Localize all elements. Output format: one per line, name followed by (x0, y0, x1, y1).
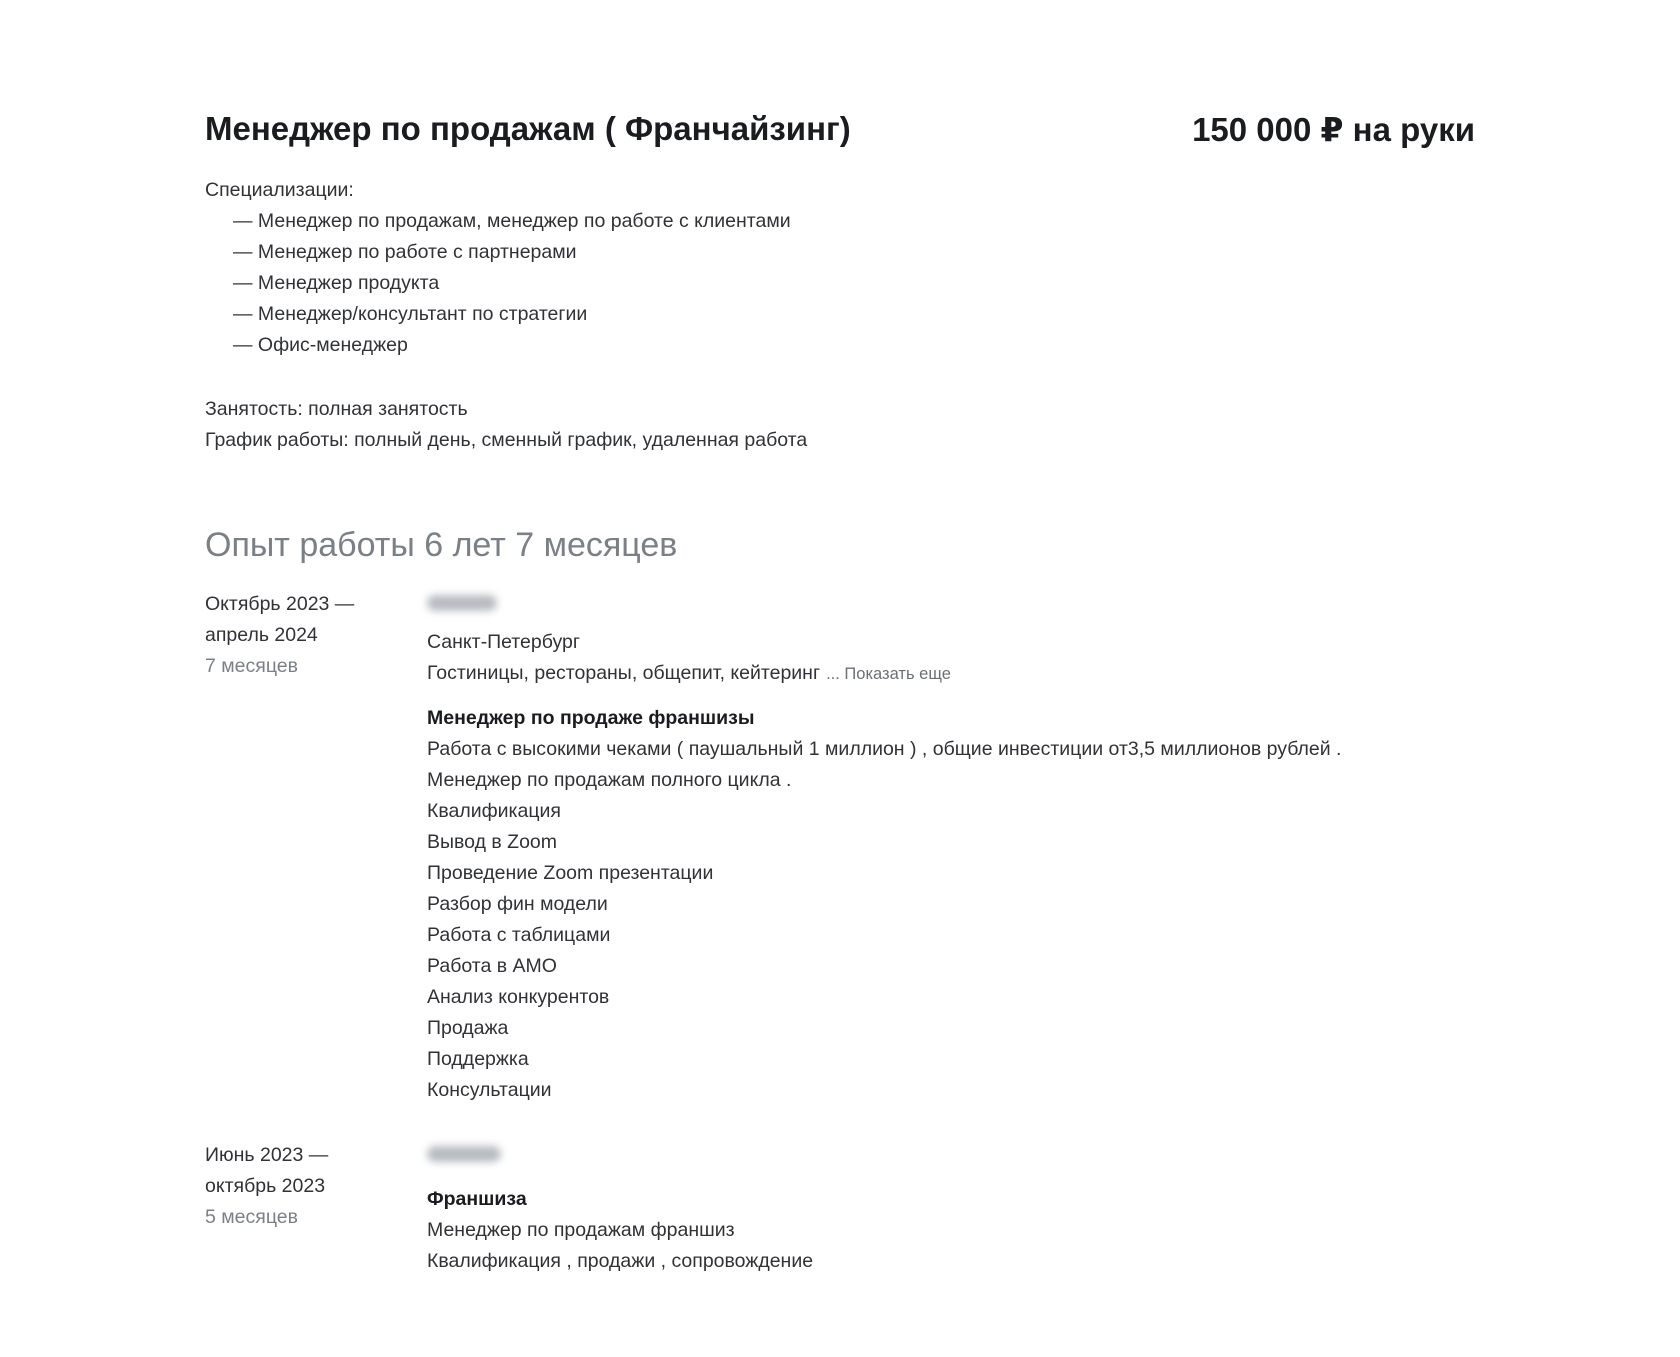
work-schedule: График работы: полный день, сменный график, удаленная работа (205, 429, 808, 451)
job-industry-text: Гостиницы, рестораны, общепит, кейтеринг (427, 662, 821, 684)
job-position: Менеджер по продаже франшизы (427, 707, 755, 729)
job-date-end: апрель 2024 (205, 624, 318, 646)
job-duties (427, 1215, 1475, 1277)
job-dates (205, 1140, 427, 1277)
job-duty: Поддержка (427, 1048, 529, 1070)
experience-heading: Опыт работы 6 лет 7 месяцев (205, 526, 678, 564)
job-duty: Квалификация , продажи , сопровождение (427, 1250, 814, 1272)
specializations-label: Специализации: (205, 179, 354, 201)
job-date-start: Июнь 2023 — (205, 1144, 329, 1166)
specialization-item: — Менеджер продукта (233, 268, 1475, 299)
job-duty: Вывод в Zoom (427, 831, 557, 853)
specialization-item: — Офис-менеджер (233, 330, 1475, 361)
company-name-blurred[interactable] (427, 595, 497, 611)
specialization-item: — Менеджер по работе с партнерами (233, 237, 1475, 268)
company-name-blurred[interactable] (427, 1146, 501, 1162)
resume-header (205, 0, 1475, 175)
job-city: Санкт-Петербург (427, 631, 580, 653)
job-dates (205, 589, 427, 1106)
job-duty: Разбор фин модели (427, 893, 608, 915)
specialization-item: — Менеджер/консультант по стратегии (233, 299, 1475, 330)
specializations (205, 175, 1475, 361)
show-more-link[interactable]: ... Показать еще (826, 665, 951, 683)
job-duty: Менеджер по продажам полного цикла . (427, 769, 792, 791)
salary: 150 000 ₽ на руки (1192, 111, 1475, 148)
job-duty: Продажа (427, 1017, 509, 1039)
job-duty: Проведение Zoom презентации (427, 862, 714, 884)
employment-type: Занятость: полная занятость (205, 398, 468, 420)
job-date-end: октябрь 2023 (205, 1175, 326, 1197)
job-duty: Работа с таблицами (427, 924, 611, 946)
job-duration: 7 месяцев (205, 655, 298, 677)
job-date-start: Октябрь 2023 — (205, 593, 355, 615)
job-duty: Работа с высокими чеками ( паушальный 1 миллион ) , общие инвестиции от3,5 миллионов рублей . (427, 738, 1342, 760)
job-details (427, 1140, 1475, 1277)
resume-page (205, 0, 1475, 1277)
job-title: Менеджер по продажам ( Франчайзинг) (205, 110, 851, 147)
job-duty: Консультации (427, 1079, 552, 1101)
job-duty: Квалификация (427, 800, 561, 822)
job-duty: Менеджер по продажам франшиз (427, 1219, 735, 1241)
job-details (427, 589, 1475, 1106)
job-duties (427, 734, 1475, 1106)
specializations-list (205, 206, 1475, 361)
job-duration: 5 месяцев (205, 1206, 298, 1228)
employment-info (205, 394, 1475, 456)
job-entry (205, 1140, 1475, 1277)
specialization-item: — Менеджер по продажам, менеджер по работе с клиентами (233, 206, 1475, 237)
job-position: Франшиза (427, 1188, 527, 1210)
job-industry (427, 658, 1475, 690)
job-entry (205, 589, 1475, 1106)
job-duty: Работа в АМО (427, 955, 557, 977)
job-duty: Анализ конкурентов (427, 986, 610, 1008)
